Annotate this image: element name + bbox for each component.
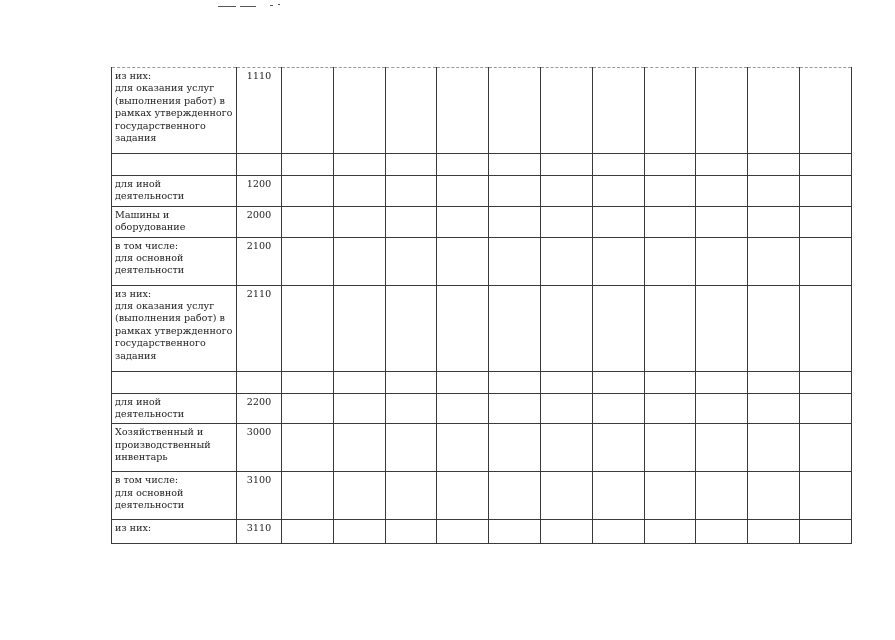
value-cell	[333, 393, 385, 424]
value-cell	[696, 206, 748, 237]
table-row	[112, 176, 852, 207]
table-row	[112, 520, 852, 544]
value-cell	[489, 472, 541, 520]
value-cell	[437, 393, 489, 424]
value-cell	[385, 520, 437, 544]
value-cell	[333, 371, 385, 393]
value-cell	[385, 472, 437, 520]
row-label-cell	[112, 371, 237, 393]
value-cell	[385, 68, 437, 154]
scan-mark	[218, 6, 236, 7]
value-cell	[696, 68, 748, 154]
row-code-cell: 2000	[237, 206, 282, 237]
value-cell	[282, 237, 334, 285]
value-cell	[799, 206, 851, 237]
value-cell	[282, 371, 334, 393]
value-cell	[333, 472, 385, 520]
row-label-cell: из них: для оказания услуг (выполнения работ) в рамках утвержденного государственного задания	[112, 285, 237, 371]
value-cell	[385, 393, 437, 424]
value-cell	[644, 68, 696, 154]
table-row	[112, 472, 852, 520]
assets-table	[111, 67, 852, 544]
value-cell	[644, 206, 696, 237]
value-cell	[748, 206, 800, 237]
value-cell	[696, 371, 748, 393]
value-cell	[592, 472, 644, 520]
row-label-cell: из них:	[112, 520, 237, 544]
value-cell	[540, 176, 592, 207]
value-cell	[437, 520, 489, 544]
value-cell	[282, 424, 334, 472]
value-cell	[644, 393, 696, 424]
value-cell	[592, 520, 644, 544]
value-cell	[799, 176, 851, 207]
value-cell	[540, 154, 592, 176]
value-cell	[540, 424, 592, 472]
value-cell	[799, 68, 851, 154]
value-cell	[333, 68, 385, 154]
value-cell	[437, 371, 489, 393]
value-cell	[644, 371, 696, 393]
value-cell	[696, 520, 748, 544]
row-code-cell: 2200	[237, 393, 282, 424]
row-label-cell: из них: для оказания услуг (выполнения работ) в рамках утвержденного государственного задания	[112, 68, 237, 154]
assets-table-body	[112, 68, 852, 544]
value-cell	[489, 206, 541, 237]
scan-artifact-marks	[218, 4, 288, 8]
value-cell	[644, 424, 696, 472]
value-cell	[385, 237, 437, 285]
value-cell	[489, 520, 541, 544]
value-cell	[437, 68, 489, 154]
value-cell	[644, 472, 696, 520]
value-cell	[748, 520, 800, 544]
value-cell	[696, 237, 748, 285]
table-row	[112, 285, 852, 371]
row-label-cell: в том числе: для основной деятельности	[112, 237, 237, 285]
value-cell	[748, 68, 800, 154]
table-row	[112, 237, 852, 285]
value-cell	[333, 520, 385, 544]
value-cell	[748, 472, 800, 520]
value-cell	[696, 176, 748, 207]
value-cell	[540, 206, 592, 237]
value-cell	[748, 154, 800, 176]
value-cell	[799, 237, 851, 285]
value-cell	[644, 176, 696, 207]
value-cell	[540, 393, 592, 424]
row-label-cell: Машины и оборудование	[112, 206, 237, 237]
value-cell	[385, 285, 437, 371]
table-row	[112, 424, 852, 472]
value-cell	[489, 68, 541, 154]
value-cell	[540, 285, 592, 371]
value-cell	[799, 520, 851, 544]
value-cell	[282, 176, 334, 207]
value-cell	[748, 424, 800, 472]
value-cell	[696, 424, 748, 472]
value-cell	[592, 285, 644, 371]
value-cell	[696, 393, 748, 424]
value-cell	[799, 472, 851, 520]
value-cell	[437, 472, 489, 520]
row-code-cell	[237, 371, 282, 393]
table-row	[112, 68, 852, 154]
value-cell	[489, 154, 541, 176]
value-cell	[282, 472, 334, 520]
value-cell	[696, 154, 748, 176]
row-code-cell: 3100	[237, 472, 282, 520]
value-cell	[489, 371, 541, 393]
value-cell	[799, 393, 851, 424]
value-cell	[592, 154, 644, 176]
value-cell	[540, 237, 592, 285]
value-cell	[644, 520, 696, 544]
value-cell	[592, 68, 644, 154]
value-cell	[592, 206, 644, 237]
value-cell	[644, 285, 696, 371]
value-cell	[333, 206, 385, 237]
value-cell	[696, 285, 748, 371]
value-cell	[437, 285, 489, 371]
row-label-cell: для иной деятельности	[112, 176, 237, 207]
table-row	[112, 371, 852, 393]
row-label-cell: для иной деятельности	[112, 393, 237, 424]
value-cell	[644, 237, 696, 285]
value-cell	[540, 68, 592, 154]
value-cell	[282, 285, 334, 371]
value-cell	[592, 371, 644, 393]
value-cell	[333, 237, 385, 285]
row-code-cell	[237, 154, 282, 176]
value-cell	[489, 176, 541, 207]
value-cell	[333, 424, 385, 472]
scan-mark	[270, 5, 273, 6]
value-cell	[282, 154, 334, 176]
value-cell	[489, 285, 541, 371]
value-cell	[333, 154, 385, 176]
row-label-cell	[112, 154, 237, 176]
value-cell	[592, 237, 644, 285]
value-cell	[437, 424, 489, 472]
value-cell	[385, 154, 437, 176]
scan-mark	[278, 4, 280, 5]
table-row	[112, 393, 852, 424]
row-code-cell: 3110	[237, 520, 282, 544]
value-cell	[748, 371, 800, 393]
value-cell	[282, 520, 334, 544]
row-code-cell: 1110	[237, 68, 282, 154]
value-cell	[437, 206, 489, 237]
row-label-cell: Хозяйственный и производственный инвентарь	[112, 424, 237, 472]
value-cell	[333, 285, 385, 371]
value-cell	[592, 424, 644, 472]
row-code-cell: 1200	[237, 176, 282, 207]
value-cell	[282, 206, 334, 237]
value-cell	[644, 154, 696, 176]
table-row	[112, 154, 852, 176]
value-cell	[592, 393, 644, 424]
value-cell	[748, 393, 800, 424]
value-cell	[799, 285, 851, 371]
row-label-cell: в том числе: для основной деятельности	[112, 472, 237, 520]
value-cell	[385, 176, 437, 207]
value-cell	[799, 424, 851, 472]
value-cell	[799, 371, 851, 393]
value-cell	[799, 154, 851, 176]
value-cell	[540, 472, 592, 520]
value-cell	[489, 424, 541, 472]
row-code-cell: 2100	[237, 237, 282, 285]
table-row	[112, 206, 852, 237]
value-cell	[385, 371, 437, 393]
value-cell	[385, 424, 437, 472]
value-cell	[489, 393, 541, 424]
scan-mark	[240, 6, 256, 7]
value-cell	[748, 176, 800, 207]
value-cell	[696, 472, 748, 520]
value-cell	[333, 176, 385, 207]
value-cell	[489, 237, 541, 285]
value-cell	[437, 176, 489, 207]
value-cell	[748, 237, 800, 285]
value-cell	[540, 371, 592, 393]
row-code-cell: 3000	[237, 424, 282, 472]
value-cell	[540, 520, 592, 544]
value-cell	[282, 68, 334, 154]
value-cell	[282, 393, 334, 424]
value-cell	[748, 285, 800, 371]
value-cell	[385, 206, 437, 237]
row-code-cell: 2110	[237, 285, 282, 371]
value-cell	[437, 237, 489, 285]
value-cell	[437, 154, 489, 176]
value-cell	[592, 176, 644, 207]
